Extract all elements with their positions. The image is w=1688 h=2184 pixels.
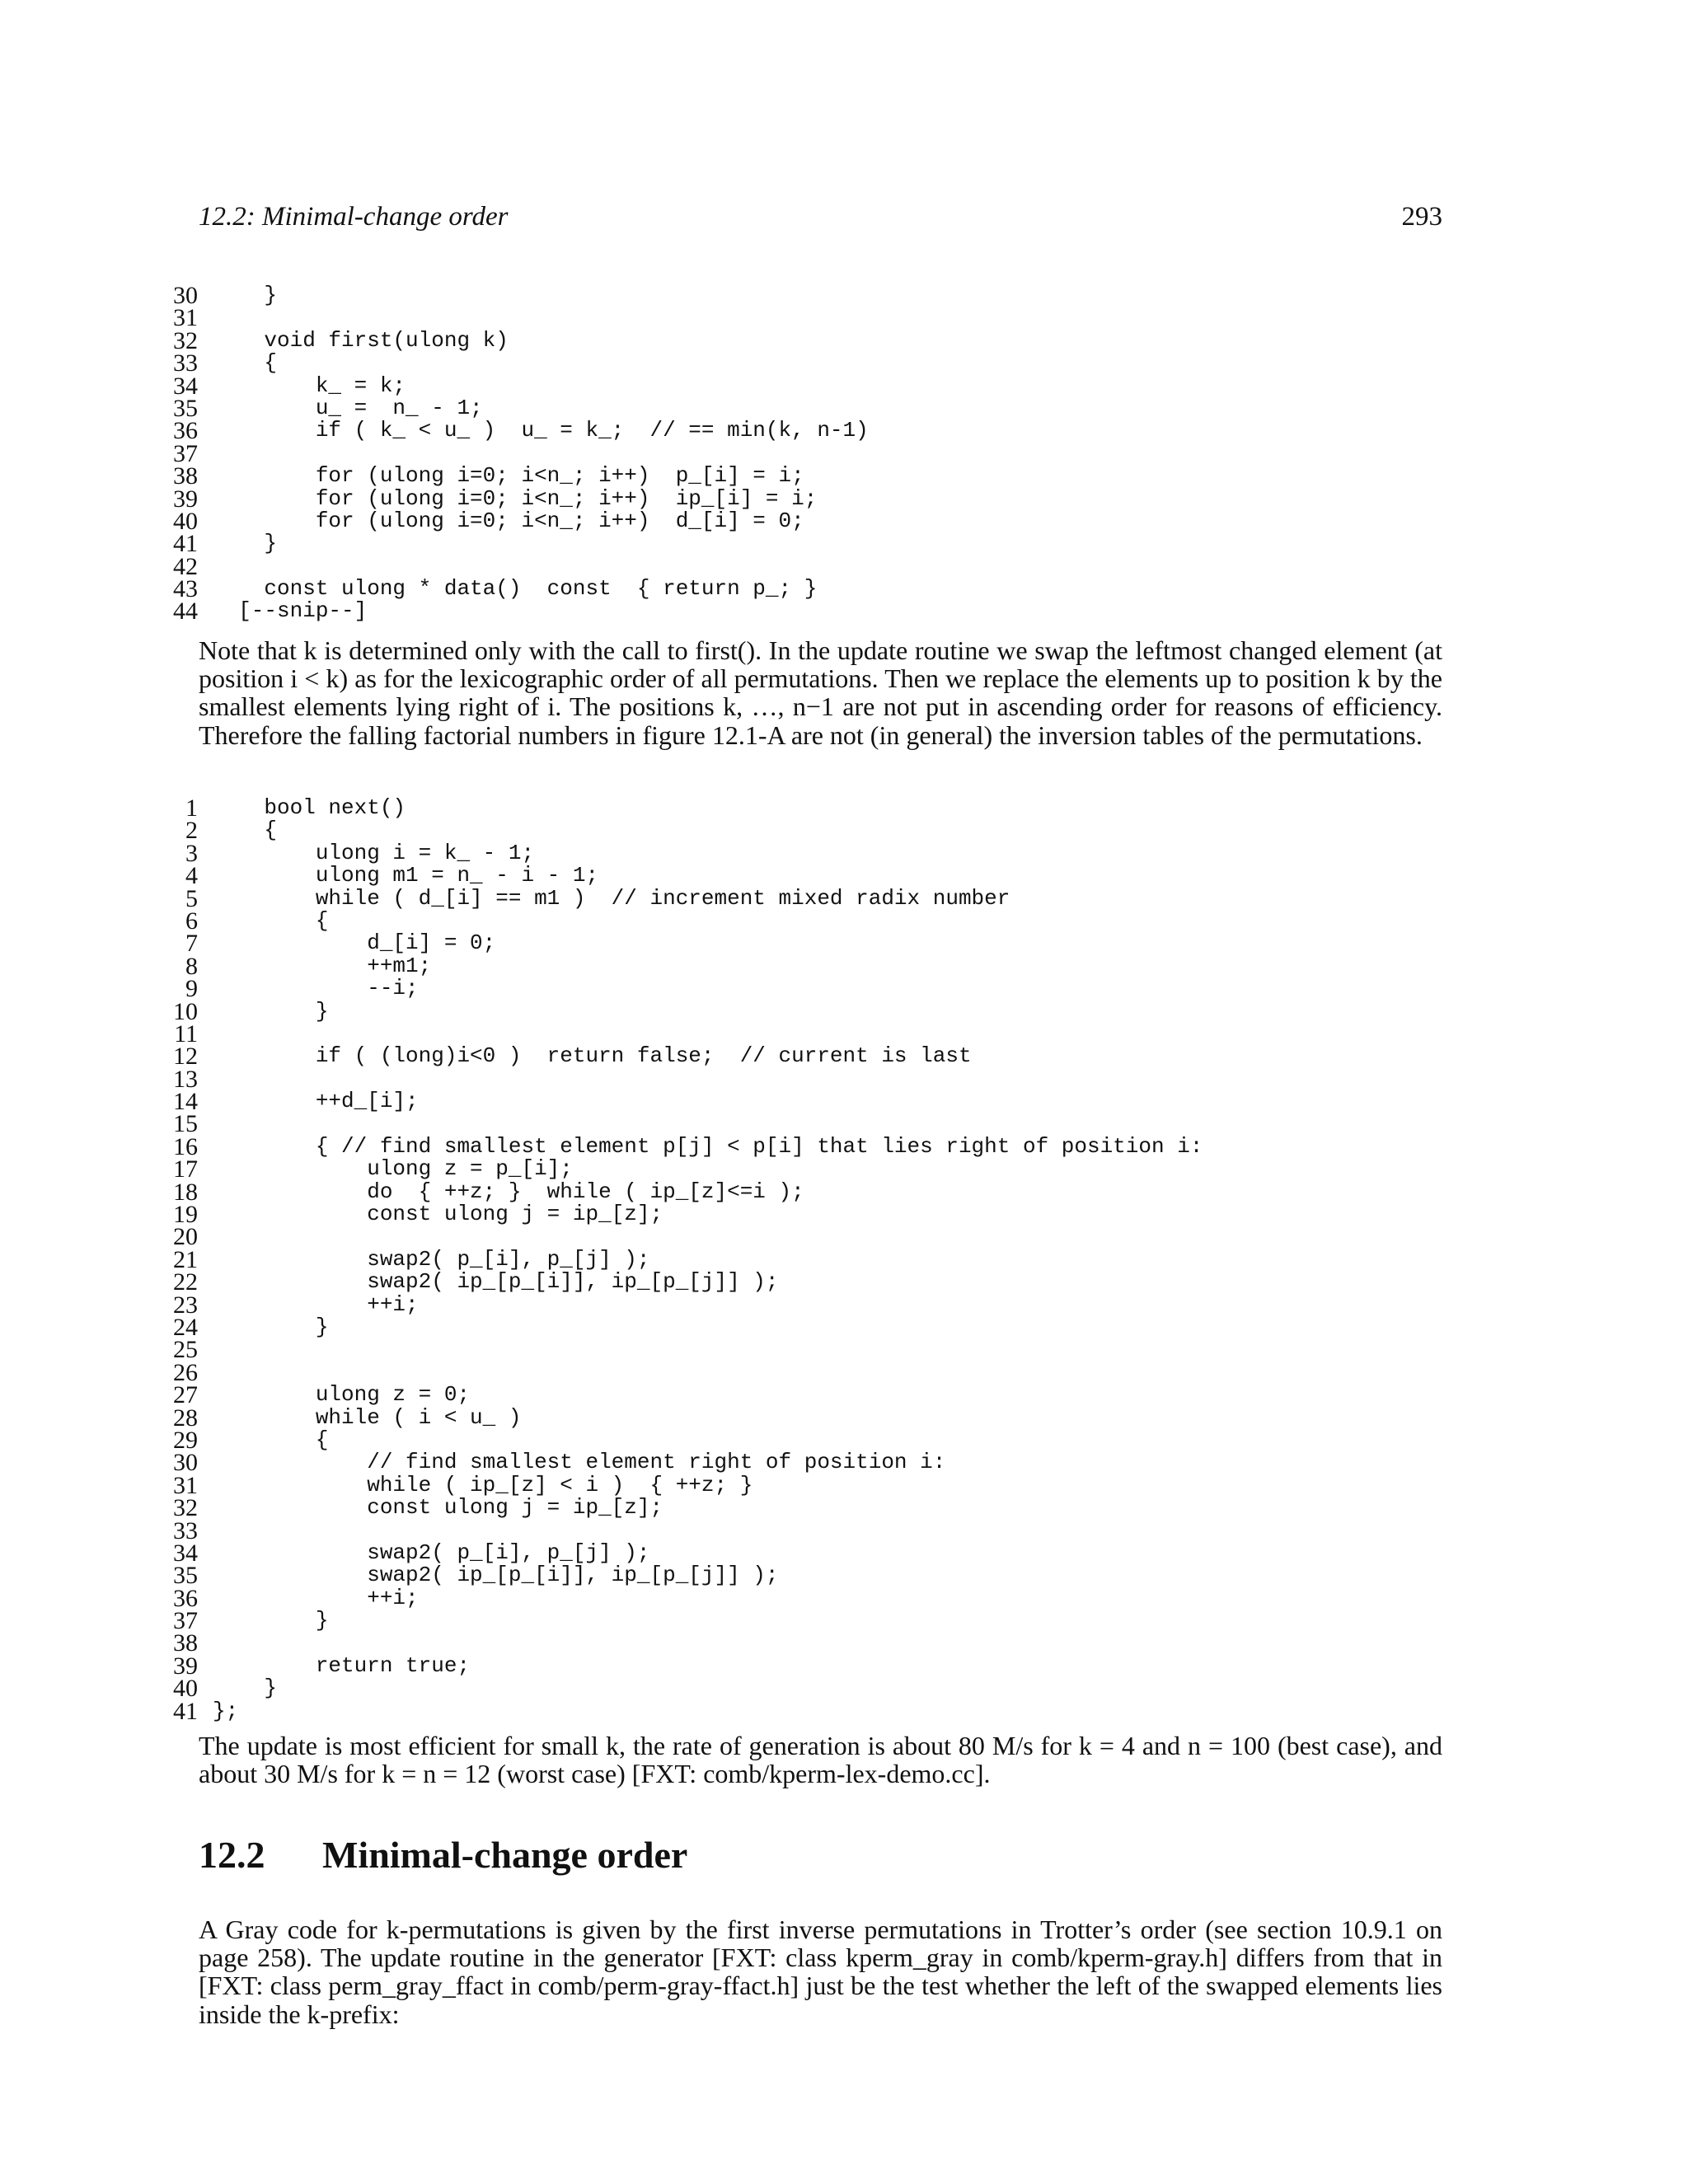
code-text: } (213, 1608, 329, 1633)
code-line (0, 1607, 1688, 1635)
code-line (0, 862, 1688, 890)
code-line (0, 1675, 1688, 1703)
line-number: 38 (173, 1629, 198, 1657)
code-text: for (ulong i=0; i<n_; i++) p_[i] = i; (213, 463, 804, 489)
code-line (0, 439, 1688, 467)
line-number: 1 (185, 794, 198, 822)
code-line (0, 794, 1688, 822)
line-number: 16 (173, 1132, 198, 1160)
line-number: 23 (173, 1291, 198, 1319)
code-line (0, 839, 1688, 867)
line-number: 33 (173, 349, 198, 377)
code-text: k_ = k; (213, 373, 406, 398)
line-number: 40 (173, 507, 198, 535)
line-number: 24 (173, 1313, 198, 1341)
code-text: bool next() (213, 795, 406, 820)
line-number: 36 (173, 417, 198, 445)
line-number: 4 (185, 862, 198, 890)
line-number: 19 (173, 1201, 198, 1229)
line-number: 20 (173, 1223, 198, 1251)
code-line (0, 952, 1688, 980)
line-number: 6 (185, 907, 198, 935)
code-text: for (ulong i=0; i<n_; i++) ip_[i] = i; (213, 485, 818, 511)
line-number: 25 (173, 1336, 198, 1364)
line-number: 2 (185, 817, 198, 845)
code-line (0, 907, 1688, 935)
code-line (0, 1629, 1688, 1657)
code-listing-next (0, 794, 1688, 1725)
line-number: 14 (173, 1088, 198, 1116)
line-number: 7 (185, 930, 198, 958)
line-number: 41 (173, 1697, 198, 1725)
code-line (0, 1088, 1688, 1116)
line-number: 32 (173, 1494, 198, 1522)
code-text: ulong z = 0; (213, 1382, 471, 1408)
line-number: 9 (185, 975, 198, 1003)
line-number: 38 (173, 462, 198, 490)
section-heading (199, 1833, 687, 1877)
line-number: 37 (173, 1607, 198, 1635)
line-number: 44 (173, 598, 198, 626)
code-line (0, 349, 1688, 377)
code-line (0, 1268, 1688, 1296)
code-line (0, 1223, 1688, 1251)
code-line (0, 975, 1688, 1003)
line-number: 28 (173, 1404, 198, 1432)
running-title: 12.2: Minimal-change order (199, 202, 509, 232)
code-line (0, 1381, 1688, 1409)
line-number: 34 (173, 1539, 198, 1567)
line-number: 40 (173, 1675, 198, 1703)
code-line (0, 372, 1688, 400)
code-text: } (213, 283, 278, 307)
code-line (0, 1336, 1688, 1364)
line-number: 30 (173, 282, 198, 309)
code-line (0, 1201, 1688, 1229)
code-line (0, 1697, 1688, 1725)
line-number: 21 (173, 1245, 198, 1273)
paragraph-efficiency: The update is most efficient for small k, the rate of generation is about 80 M/s for k = 4 and n = 100 (best case), and about 30 M/s for k = n = 12 (worst case) [FXT: comb/kperm-lex-demo.cc]. (199, 1731, 1442, 1789)
code-line (0, 997, 1688, 1025)
code-text: const ulong * data() const { return p_; } (213, 576, 818, 602)
code-line (0, 1516, 1688, 1544)
code-text: ulong z = p_[i]; (213, 1156, 573, 1182)
code-line (0, 1562, 1688, 1590)
line-number: 34 (173, 372, 198, 400)
code-line (0, 1155, 1688, 1183)
code-text: for (ulong i=0; i<n_; i++) d_[i] = 0; (213, 508, 804, 533)
code-text: while ( i < u_ ) (213, 1404, 522, 1430)
code-text: ulong i = k_ - 1; (213, 840, 535, 865)
code-text: const ulong j = ip_[z]; (213, 1202, 663, 1227)
line-number: 39 (173, 1652, 198, 1680)
code-line (0, 417, 1688, 445)
line-number: 30 (173, 1449, 198, 1477)
code-line (0, 575, 1688, 603)
code-text: u_ = n_ - 1; (213, 395, 483, 420)
code-text: }; (213, 1698, 239, 1723)
line-number: 31 (173, 304, 198, 332)
code-text: swap2( ip_[p_[i]], ip_[p_[j]] ); (213, 1269, 779, 1295)
line-number: 36 (173, 1584, 198, 1612)
code-line (0, 304, 1688, 332)
paragraph-note: Note that k is determined only with the call to first(). In the update routine we swap the leftmost changed element (at position i < k) as for the lexicographic order of all permutations. Then we replace the elements up to position k by the smallest elements lying right of i. The positions k, …, n−1 are not put in ascending order for reasons of efficiency. Therefore the falling factorial numbers in figure 12.1-A are not (in general) the inversion tables of the permutations. (199, 635, 1442, 750)
code-text: ulong m1 = n_ - i - 1; (213, 863, 599, 888)
code-line (0, 1313, 1688, 1341)
line-number: 3 (185, 839, 198, 867)
line-number: 43 (173, 575, 198, 603)
line-number: 17 (173, 1155, 198, 1183)
line-number: 35 (173, 394, 198, 422)
code-line (0, 1178, 1688, 1206)
line-number: 37 (173, 439, 198, 467)
line-number: 39 (173, 485, 198, 513)
code-text: } (213, 1675, 278, 1701)
code-text: ++m1; (213, 953, 432, 978)
code-line (0, 552, 1688, 580)
section-title: Minimal-change order (322, 1834, 688, 1876)
code-text: { (213, 818, 278, 843)
code-text: swap2( p_[i], p_[j] ); (213, 1246, 650, 1272)
code-line (0, 394, 1688, 422)
code-text: do { ++z; } while ( ip_[z]<=i ); (213, 1179, 804, 1204)
code-line (0, 1426, 1688, 1454)
code-text: ++i; (213, 1291, 419, 1317)
code-line (0, 1065, 1688, 1093)
code-text: { (213, 1427, 329, 1452)
line-number: 11 (174, 1019, 198, 1047)
code-line (0, 1539, 1688, 1567)
line-number: 33 (173, 1516, 198, 1544)
paragraph-gray-code: A Gray code for k-permutations is given by the first inverse permutations in Trotter’s order (see section 10.9.1 on page 258). The update routine in the generator [FXT: class kperm_gray in comb/kperm-gray.h] differs from that in [FXT: class perm_gray_ffact in comb/perm-gray-ffact.h] just be the test whether the left of the swapped elements lies inside the k-prefix: (199, 1915, 1442, 2029)
line-number: 27 (173, 1381, 198, 1409)
code-text: [--snip--] (213, 598, 368, 624)
code-line (0, 1245, 1688, 1273)
line-number: 10 (173, 997, 198, 1025)
code-line (0, 485, 1688, 513)
code-text: swap2( ip_[p_[i]], ip_[p_[j]] ); (213, 1563, 779, 1588)
code-line (0, 1471, 1688, 1499)
code-line (0, 1494, 1688, 1522)
code-text: const ulong j = ip_[z]; (213, 1495, 663, 1521)
code-text: { (213, 907, 329, 933)
code-line (0, 326, 1688, 354)
code-text: if ( k_ < u_ ) u_ = k_; // == min(k, n-1) (213, 418, 869, 443)
line-number: 15 (173, 1110, 198, 1138)
code-line (0, 1584, 1688, 1612)
code-line (0, 1110, 1688, 1138)
code-text: { (213, 350, 278, 376)
code-text: return true; (213, 1652, 471, 1678)
code-line (0, 462, 1688, 490)
line-number: 32 (173, 326, 198, 354)
line-number: 13 (173, 1065, 198, 1093)
line-number: 18 (173, 1178, 198, 1206)
code-line (0, 284, 1688, 307)
code-text: while ( ip_[z] < i ) { ++z; } (213, 1472, 753, 1497)
code-text: while ( d_[i] == m1 ) // increment mixed radix number (213, 885, 1010, 911)
code-text: ++i; (213, 1585, 419, 1610)
code-line (0, 1449, 1688, 1477)
code-text: } (213, 531, 278, 556)
code-listing-first (0, 282, 1688, 626)
code-text: } (213, 998, 329, 1024)
code-text: d_[i] = 0; (213, 930, 496, 956)
code-text: { // find smallest element p[j] < p[i] that lies right of position i: (213, 1133, 1203, 1159)
code-line (0, 817, 1688, 845)
code-text: if ( (long)i<0 ) return false; // current is last (213, 1043, 972, 1069)
line-number: 31 (173, 1471, 198, 1499)
line-number: 5 (185, 884, 198, 912)
line-number: 29 (173, 1426, 198, 1454)
code-text: ++d_[i]; (213, 1089, 419, 1114)
line-number: 8 (185, 952, 198, 980)
code-line (0, 530, 1688, 558)
line-number: 41 (173, 530, 198, 558)
code-line (0, 507, 1688, 535)
line-number: 26 (173, 1358, 198, 1386)
line-number: 12 (173, 1043, 198, 1071)
code-line (0, 1043, 1688, 1071)
line-number: 35 (173, 1562, 198, 1590)
code-line (0, 1019, 1688, 1047)
code-text: // find smallest element right of position i: (213, 1450, 946, 1475)
code-text: } (213, 1314, 329, 1339)
code-line (0, 1358, 1688, 1386)
code-line (0, 1652, 1688, 1680)
code-line (0, 1404, 1688, 1432)
code-text: void first(ulong k) (213, 327, 509, 353)
line-number: 22 (173, 1268, 198, 1296)
code-line (0, 930, 1688, 958)
code-line (0, 598, 1688, 626)
code-line (0, 1291, 1688, 1319)
line-number: 42 (173, 552, 198, 580)
code-line (0, 1132, 1688, 1160)
section-number: 12.2 (199, 1834, 265, 1876)
page-number: 293 (1401, 202, 1442, 232)
code-line (0, 884, 1688, 912)
code-text: --i; (213, 976, 419, 1001)
code-text: swap2( p_[i], p_[j] ); (213, 1540, 650, 1565)
